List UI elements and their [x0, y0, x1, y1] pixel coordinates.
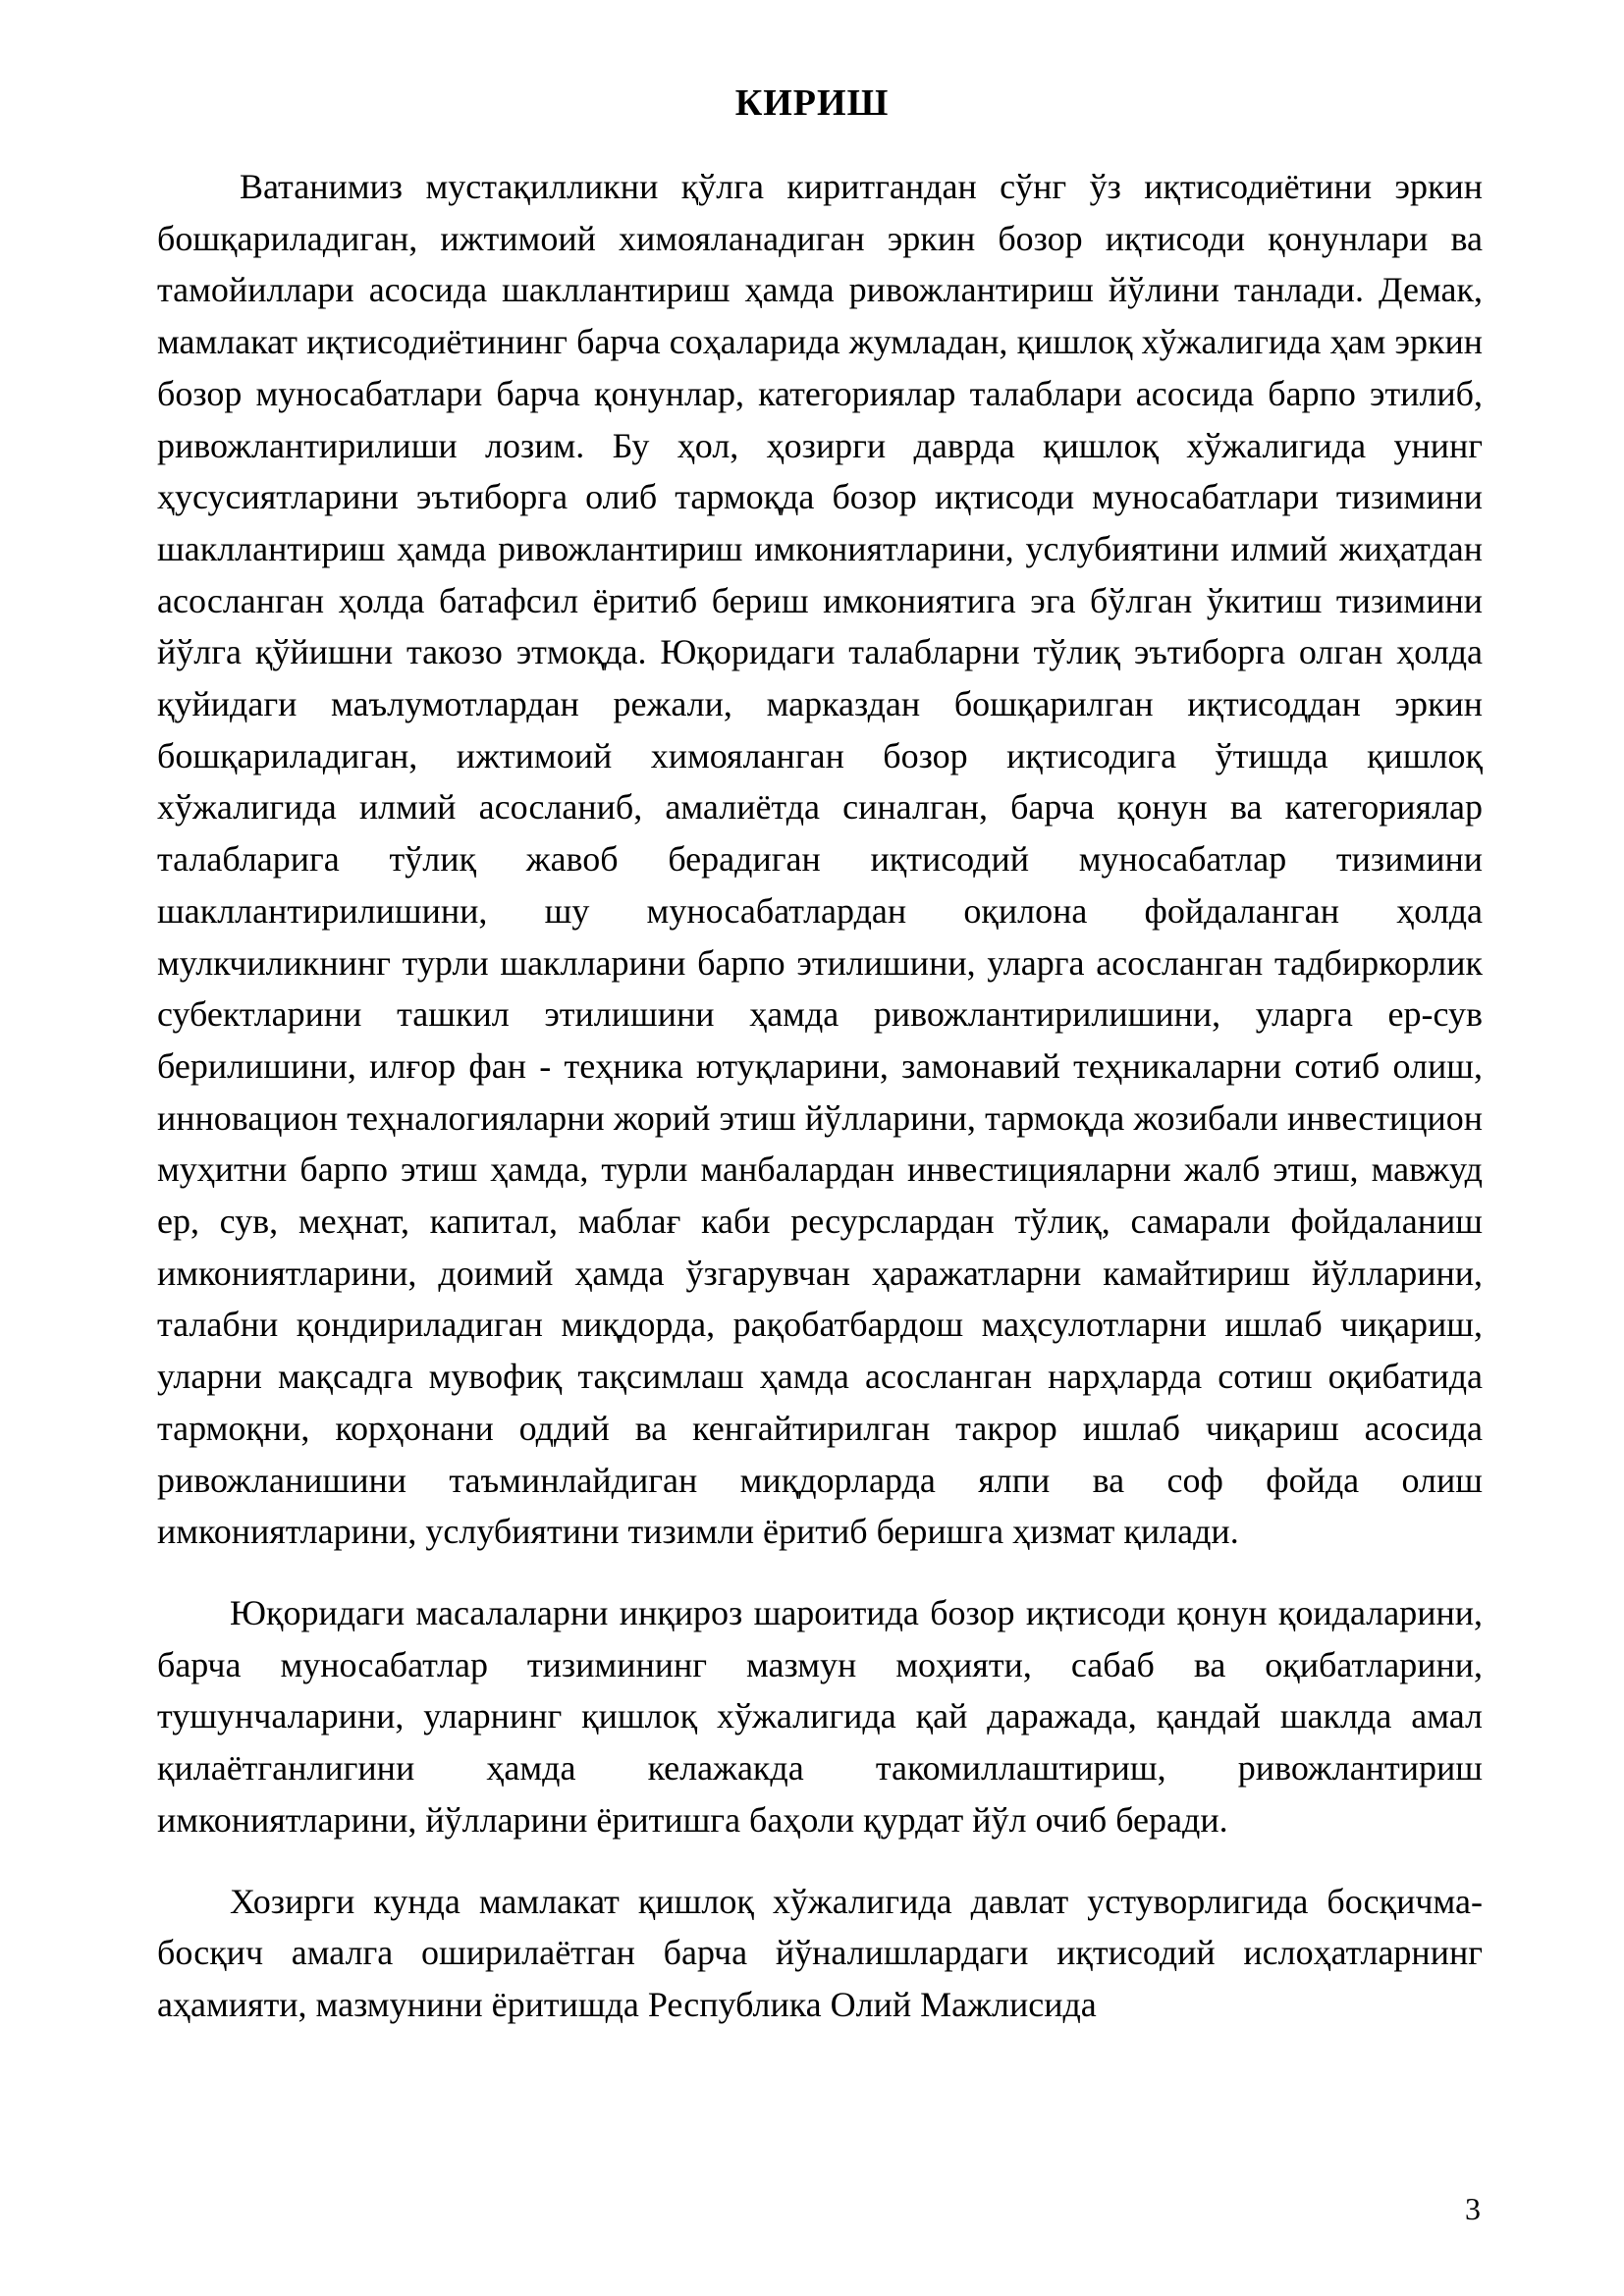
document-body: [157, 161, 1483, 2031]
page-title: КИРИШ: [734, 82, 890, 124]
paragraph-third: Хозирги кунда мамлакат қишлоқ хўжалигида давлат устуворлигида босқичма-босқич амалга оширилаётган барча йўналишлардаги иқтисодий ислоҳатларнинг аҳамияти, мазмунини ёритишда Республика Олий Мажлисида: [157, 1881, 1483, 2024]
paragraph-intro: Ватанимиз мустақилликни қўлга киритгандан сўнг ўз иқтисодиётини эркин бошқариладиган, ижтимоий химояланадиган эркин бозор иқтисоди қонунлари ва тамойиллари асосида шакллантириш ҳамда ривожлантириш йўлини танлади. Демак, мамлакат иқтисодиётининг барча соҳаларида жумладан, қишлоқ хўжалигида ҳам эркин бозор муносабатлари барча қонунлар, категориялар талаблари асосида барпо этилиб, ривожлантирилиши лозим. Бу ҳол, ҳозирги даврда қишлоқ хўжалигида унинг ҳусусиятларини эътиборга олиб тармоқда бозор иқтисоди муносабатлари тизимини шакллантириш ҳамда ривожлантириш имкониятларини, услубиятини илмий жиҳатдан асосланган ҳолда батафсил ёритиб бериш имкониятига эга бўлган ўкитиш тизимини йўлга қўйишни такозо этмоқда. Юқоридаги талабларни тўлиқ эътиборга олган ҳолда қуйидаги маълумотлардан режали, марказдан бошқарилган иқтисоддан эркин бошқариладиган, ижтимоий химояланган бозор иқтисодига ўтишда қишлоқ хўжалигида илмий асосланиб, амалиётда синалган, барча қонун ва категориялар талабларига тўлиқ жавоб берадиган иқтисодий муносабатлар тизимини шакллантирилишини, шу муносабатлардан оқилона фойдаланган ҳолда мулкчиликнинг турли шаклларини барпо этилишини, уларга асосланган тадбиркорлик субектларини ташкил этилишини ҳамда ривожлантирилишини, уларга ер-сув берилишини, илғор фан - теҳника ютуқларини, замонавий теҳникаларни сотиб олиш, инновацион теҳналогияларни жорий этиш йўлларини, тармоқда жозибали инвестицион муҳитни барпо этиш ҳамда, турли манбалардан инвестицияларни жалб этиш, мавжуд ер, сув, меҳнат, капитал, маблағ каби ресурслардан тўлиқ, самарали фойдаланиш имкониятларини, доимий ҳамда ўзгарувчан ҳаражатларни камайтириш йўлларини, талабни қондириладиган миқдорда, рақобатбардош маҳсулотларни ишлаб чиқариш, уларни мақсадга мувофиқ тақсимлаш ҳамда асосланган нарҳларда сотиш оқибатида тармоқни, корҳонани оддий ва кенгайтирилган такрор ишлаб чиқариш асосида ривожланишини таъминлайдиган миқдорларда ялпи ва соф фойда олиш имкониятларини, услубиятини тизимли ёритиб беришга ҳизмат қилади.: [157, 167, 1483, 1552]
page-number: 3: [1465, 2191, 1481, 2226]
paragraph-second: Юқоридаги масалаларни инқироз шароитида бозор иқтисоди қонун қоидаларини, барча муносабатлар тизимининг мазмун моҳияти, сабаб ва оқибатларини, тушунчаларини, уларнинг қишлоқ хўжалигида қай даражада, қандай шаклда амал қилаётганлигини ҳамда келажакда такомиллаштириш, ривожлантириш имкониятларини, йўлларини ёритишга баҳоли қурдат йўл очиб беради.: [157, 1592, 1483, 1840]
